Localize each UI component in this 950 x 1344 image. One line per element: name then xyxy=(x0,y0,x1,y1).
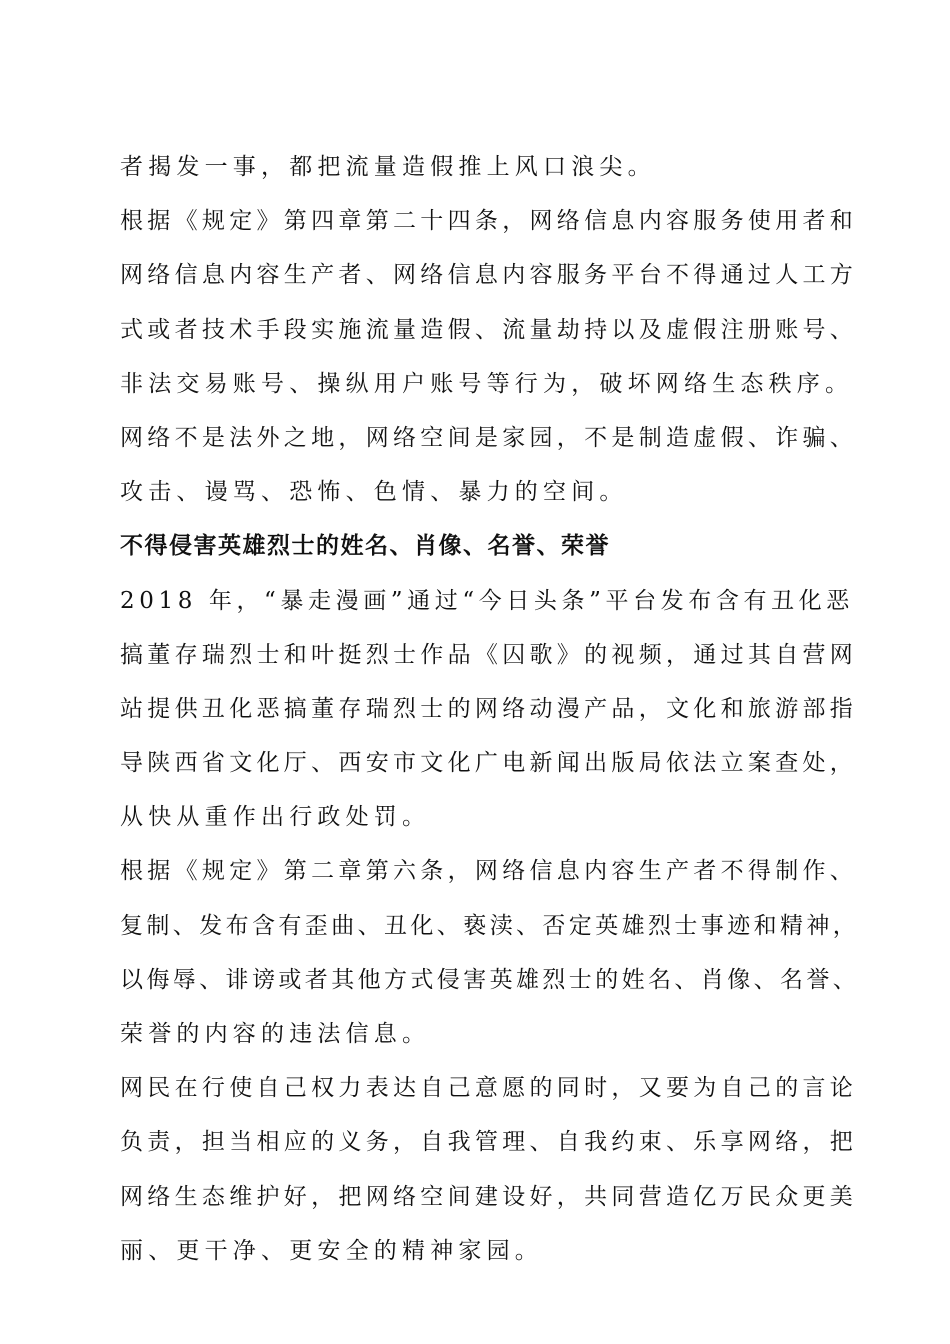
text-line: 荣誉的内容的违法信息。 xyxy=(120,1021,431,1047)
text-line: 根据《规定》第二章第六条，网络信息内容生产者不得制作、 xyxy=(120,858,858,885)
text-line: 网络信息内容生产者、网络信息内容服务平台不得通过人工方 xyxy=(120,262,858,289)
text-line: 网民在行使自己权力表达自己意愿的同时，又要为自己的言论 xyxy=(120,1075,858,1102)
section-heading: 不得侵害英雄烈士的姓名、肖像、名誉、荣誉 xyxy=(120,533,610,560)
text-line: 非法交易账号、操纵用户账号等行为，破坏网络生态秩序。 xyxy=(120,370,854,397)
document-page xyxy=(120,147,860,1285)
text-line: 搞董存瑞烈士和叶挺烈士作品《囚歌》的视频，通过其自营网 xyxy=(120,641,858,668)
text-line: 者揭发一事，都把流量造假推上风口浪尖。 xyxy=(120,154,656,180)
text-line: 以侮辱、诽谤或者其他方式侵害英雄烈士的姓名、肖像、名誉、 xyxy=(120,966,860,993)
text-line: 根据《规定》第四章第二十四条，网络信息内容服务使用者和 xyxy=(120,208,858,235)
text-line: 站提供丑化恶搞董存瑞烈士的网络动漫产品，文化和旅游部指 xyxy=(120,695,858,722)
text-line: 式或者技术手段实施流量造假、流量劫持以及虚假注册账号、 xyxy=(120,316,858,343)
text-line: 网络生态维护好，把网络空间建设好，共同营造亿万民众更美 xyxy=(120,1183,858,1210)
text-line: 复制、发布含有歪曲、丑化、亵渎、否定英雄烈士事迹和精神， xyxy=(120,912,860,939)
text-line: 从快从重作出行政处罚。 xyxy=(120,804,431,831)
text-line: 网络不是法外之地，网络空间是家园，不是制造虚假、诈骗、 xyxy=(120,424,858,451)
text-line: 导陕西省文化厅、西安市文化广电新闻出版局依法立案查处， xyxy=(120,750,858,777)
text-line: 负责，担当相应的义务，自我管理、自我约束、乐享网络，把 xyxy=(120,1129,858,1156)
text-line: 2018 年，“暴走漫画”通过“今日头条”平台发布含有丑化恶 xyxy=(120,587,854,614)
text-line: 攻击、谩骂、恐怖、色情、暴力的空间。 xyxy=(120,479,628,506)
text-line: 丽、更干净、更安全的精神家园。 xyxy=(120,1237,543,1264)
